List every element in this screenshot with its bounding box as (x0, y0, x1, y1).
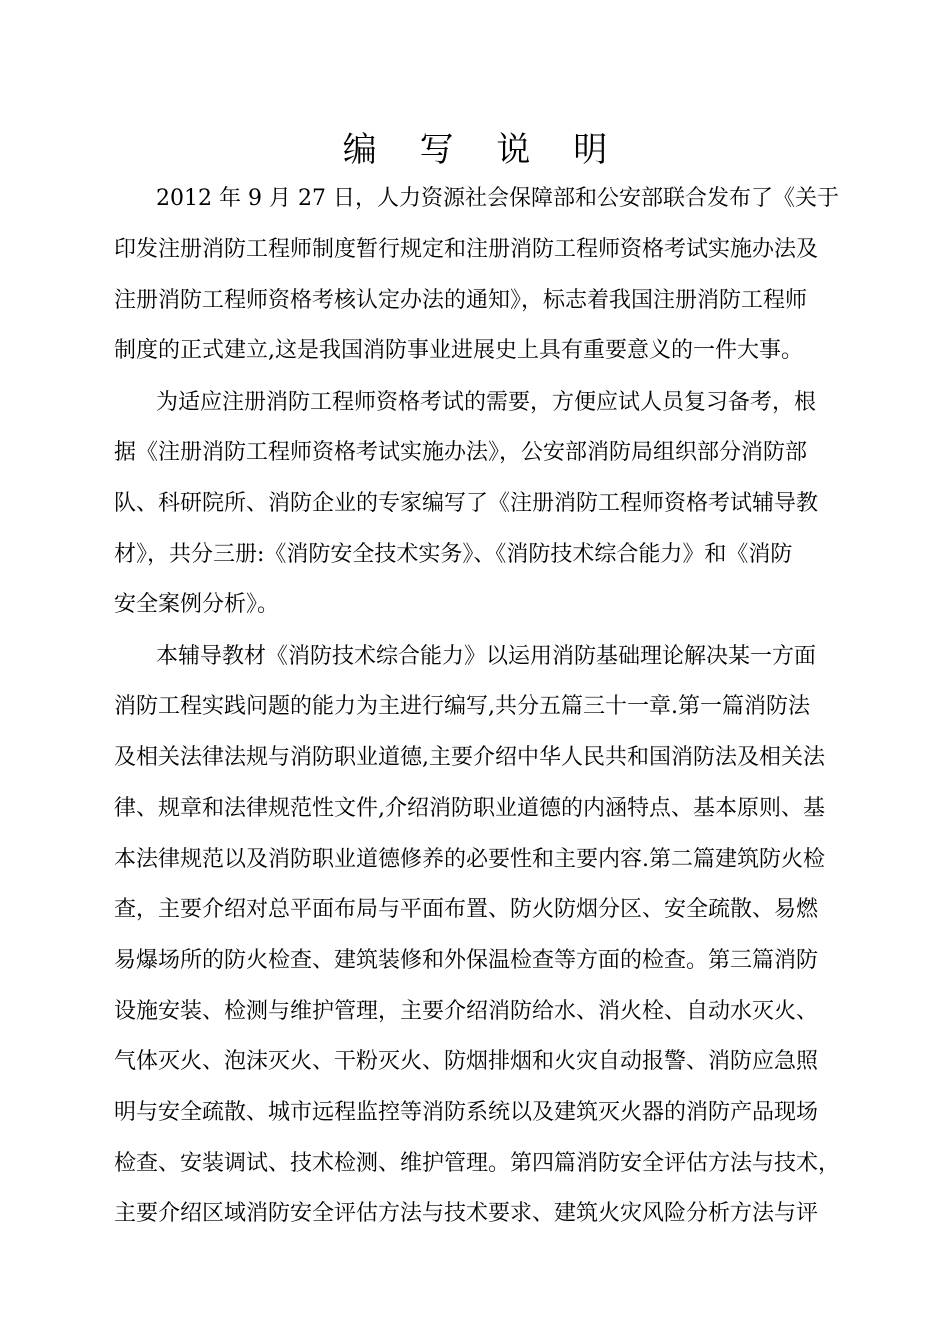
text-line: 易爆场所的防火检查、建筑装修和外保温检查等方面的检查。第三篇消防 (114, 948, 819, 973)
text-line: 律、规章和法律规范性文件,介绍消防职业道德的内涵特点、基本原则、基 (114, 796, 825, 821)
text-line: 2012 年 9 月 27 日，人力资源社会保障部和公安部联合发布了《关于 (156, 186, 839, 211)
text-line: 检查、安装调试、技术检测、维护管理。第四篇消防安全评估方法与技术， (114, 1151, 841, 1176)
text-line: 为适应注册消防工程师资格考试的需要，方便应试人员复习备考，根 (156, 390, 817, 415)
text-line: 消防工程实践问题的能力为主进行编写,共分五篇三十一章.第一篇消防法 (114, 694, 810, 719)
text-line: 主要介绍区域消防安全评估方法与技术要求、建筑火灾风险分析方法与评 (114, 1201, 819, 1226)
text-line: 注册消防工程师资格考核认定办法的通知》，标志着我国注册消防工程师 (114, 288, 808, 313)
document-title: 编 写 说 明 (342, 130, 624, 170)
text-line: 材》，共分三册:《消防安全技术实务》、《消防技术综合能力》和《消防 (114, 542, 793, 567)
text-line: 及相关法律法规与消防职业道德,主要介绍中华人民共和国消防法及相关法 (114, 745, 825, 770)
text-line: 印发注册消防工程师制度暂行规定和注册消防工程师资格考试实施办法及 (114, 237, 819, 262)
text-line: 气体灭火、泡沫灭火、干粉灭火、防烟排烟和火灾自动报警、消防应急照 (114, 1049, 819, 1074)
text-line: 安全案例分析》。 (114, 592, 280, 617)
text-line: 队、科研院所、消防企业的专家编写了《注册消防工程师资格考试辅导教 (114, 491, 819, 516)
text-line: 本辅导教材《消防技术综合能力》以运用消防基础理论解决某一方面 (156, 644, 817, 669)
text-line: 本法律规范以及消防职业道德修养的必要性和主要内容.第二篇建筑防火检 (114, 847, 825, 872)
text-line: 查，主要介绍对总平面布局与平面布置、防火防烟分区、安全疏散、易燃 (114, 897, 819, 922)
text-line: 制度的正式建立,这是我国消防事业进展史上具有重要意义的一件大事。 (114, 338, 803, 363)
text-line: 设施安装、检测与维护管理，主要介绍消防给水、消火栓、自动水灭火、 (114, 999, 819, 1024)
text-line: 明与安全疏散、城市远程监控等消防系统以及建筑灭火器的消防产品现场 (114, 1100, 819, 1125)
text-line: 据《注册消防工程师资格考试实施办法》，公安部消防局组织部分消防部 (114, 440, 808, 465)
